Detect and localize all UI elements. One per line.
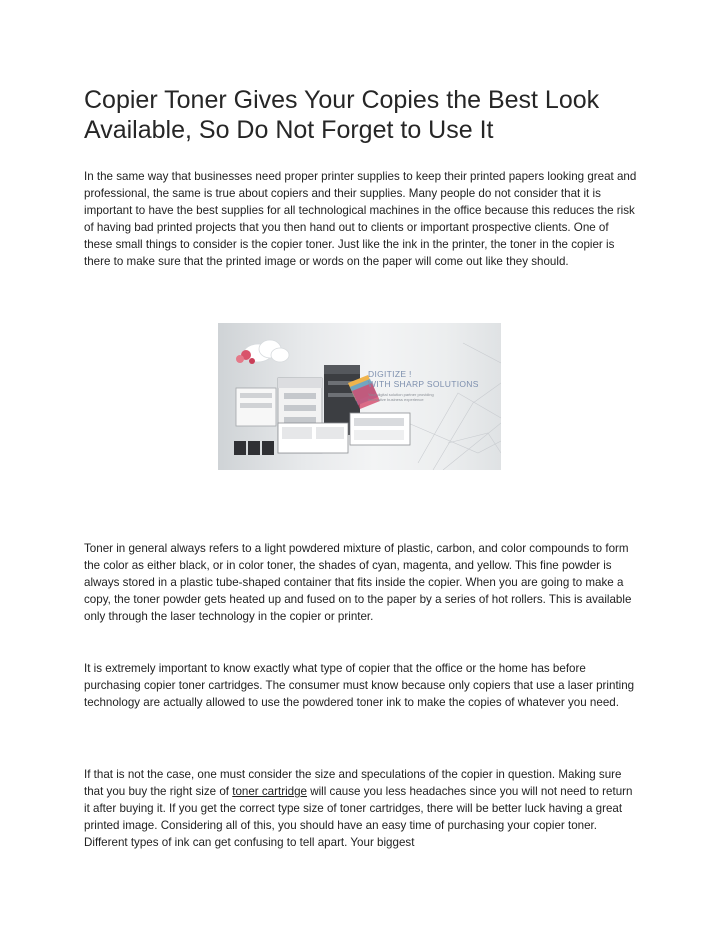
copier-machine-small bbox=[236, 388, 276, 426]
paragraph4-text-after: will cause you less headaches since you will not need to return it after buying it. If you get the correct type size of toner cartridges, there will be better luck having a great printed image. Considering all of this, you should have an easy time of purchasing your copier toner. Different types of ink can get confusing to tell apart. Your biggest bbox=[84, 785, 633, 849]
geometric-lines-decoration bbox=[408, 343, 501, 470]
paragraph-toner-definition: Toner in general always refers to a light powdered mixture of plastic, carbon, and color compounds to form the color as either black, or in color toner, the shades of cyan, magenta, and yellow. This fine powder is always stored in a plastic tube-shaped container that fits inside the copier. When you are going to make a copy, the toner powder gets heated up and fused on to the paper by a series of hot rollers. This is available only through the laser technology in the copier or printer. bbox=[84, 542, 632, 623]
sharp-copier-banner-image bbox=[218, 323, 501, 470]
banner-subtext: Your digital solution partner providing innovative business experience bbox=[368, 392, 434, 402]
toner-cartridge-link[interactable]: toner cartridge bbox=[232, 785, 307, 798]
paragraph4-text-before: If that is not the case, one must consider the size and speculations of the copier in question. Making sure that you buy the right size of bbox=[84, 768, 622, 798]
paragraph-intro: In the same way that businesses need proper printer supplies to keep their printed papers looking great and professional, the same is true about copiers and their supplies. Many people do not consider that it is important to have the best supplies for all technological machines in the office because this reduces the risk of having bad printed projects that you then hand out to clients or important prospective clients. One of these small things to consider is the copier toner. Just like the ink in the printer, the toner in the copier is there to make sure that the printed image or words on the paper will come out like they should. bbox=[84, 170, 637, 268]
banner-headline-line2: WITH SHARP SOLUTIONS bbox=[368, 379, 479, 389]
paragraph-copier-type: It is extremely important to know exactly what type of copier that the office or the home has before purchasing copier toner cartridges. The consumer must know because only copiers that use a laser printing technology are actually allowed to use the powdered toner ink to make the copies of whatever you need. bbox=[84, 662, 635, 709]
banner-headline-line1: DIGITIZE ! bbox=[368, 369, 412, 379]
document-title: Copier Toner Gives Your Copies the Best Look Available, So Do Not Forget to Use It bbox=[84, 86, 600, 144]
paragraph-size-considerations bbox=[84, 766, 639, 851]
banner-text-block bbox=[368, 369, 479, 402]
